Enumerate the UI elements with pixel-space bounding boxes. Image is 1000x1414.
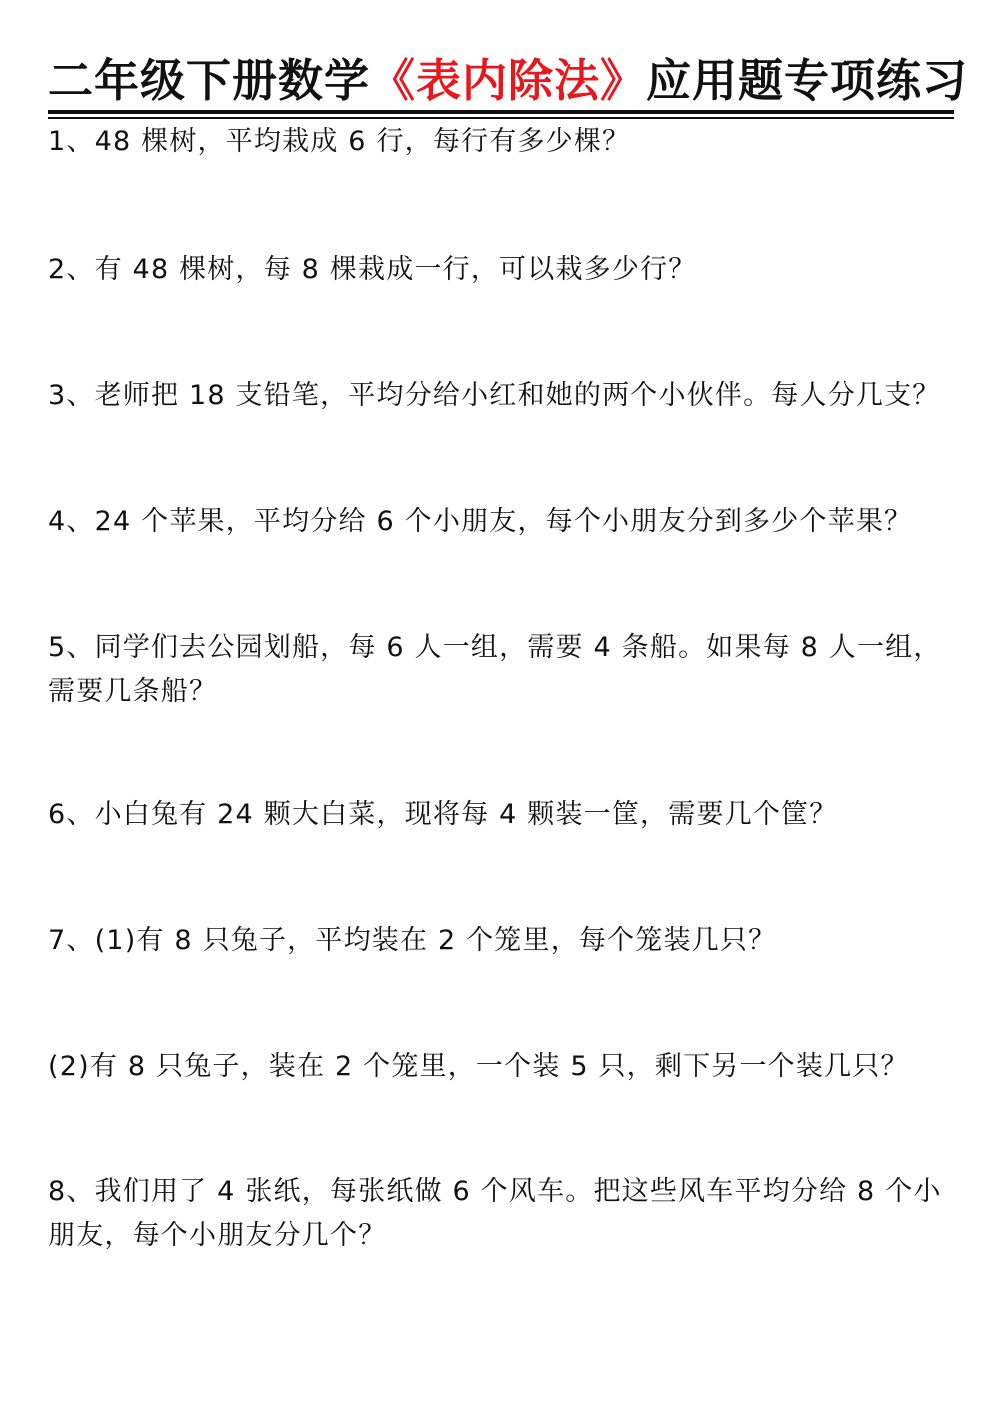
title-suffix: 应用题专项练习: [646, 54, 969, 107]
question-7-part-1: 7、(1)有 8 只兔子，平均装在 2 个笼里，每个笼装几只？: [48, 925, 777, 956]
question-5: 5、同学们去公园划船，每 6 人一组，需要 4 条船。如果每 8 人一组，需要几条船？: [48, 632, 942, 707]
title-highlight: 《表内除法》: [370, 54, 647, 107]
question-3: 3、老师把 18 支铅笔，平均分给小红和她的两个小伙伴。每人分几支？: [48, 380, 941, 411]
worksheet-title: [48, 52, 969, 110]
question-6: 6、小白兔有 24 颗大白菜，现将每 4 颗装一筐，需要几个筐？: [48, 799, 838, 830]
question-4: 4、24 个苹果，平均分给 6 个小朋友，每个小朋友分到多少个苹果？: [48, 506, 913, 537]
title-prefix: 二年级下册数学: [48, 54, 371, 107]
question-7-part-2: (2)有 8 只兔子，装在 2 个笼里，一个装 5 只，剩下另一个装几只？: [48, 1051, 909, 1082]
title-underline-thin: [48, 117, 954, 119]
title-underline-thick: [48, 110, 954, 114]
question-8: 8、我们用了 4 张纸，每张纸做 6 个风车。把这些风车平均分给 8 个小朋友，每个小朋友分几个？: [48, 1176, 942, 1251]
question-1: 1、48 棵树，平均栽成 6 行，每行有多少棵？: [48, 126, 631, 157]
question-2: 2、有 48 棵树，每 8 棵栽成一行，可以栽多少行？: [48, 254, 697, 285]
